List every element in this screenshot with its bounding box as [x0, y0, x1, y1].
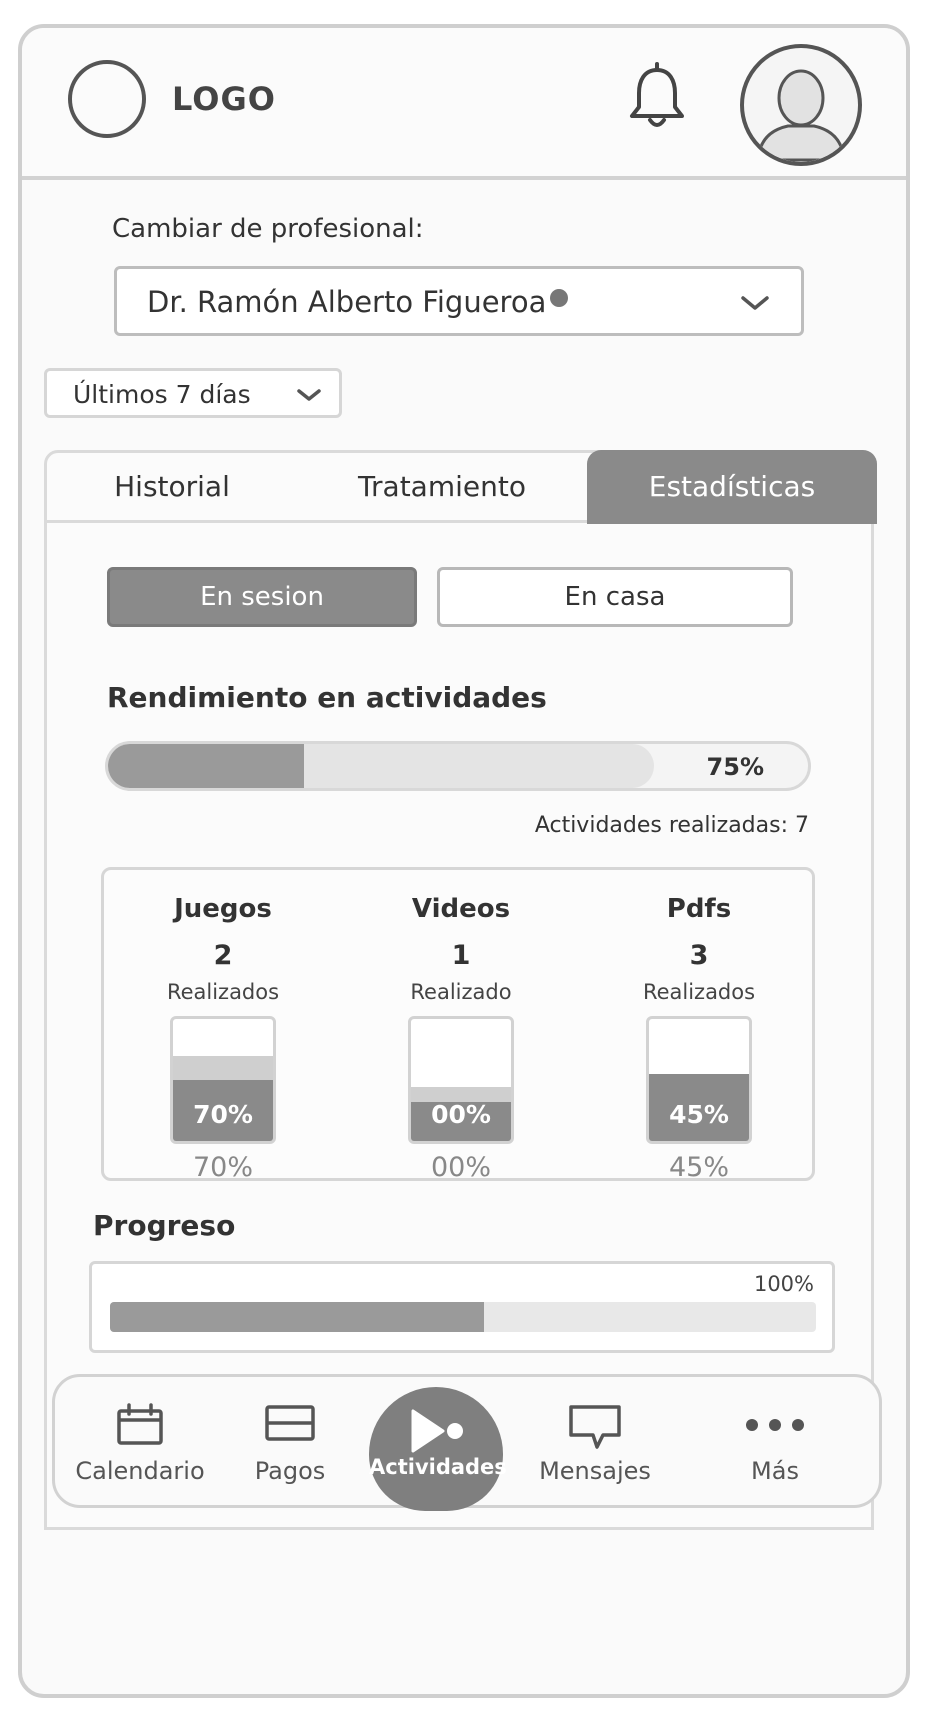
category-name: Juegos: [174, 894, 272, 924]
nav-label: Mensajes: [539, 1457, 651, 1485]
chevron-down-icon: [295, 383, 323, 407]
nav-label: Actividades: [369, 1455, 507, 1479]
user-avatar-icon: [744, 48, 858, 162]
tab-tratamiento[interactable]: Tratamiento: [358, 470, 526, 503]
professional-value-wrap: [147, 285, 568, 319]
categories-box: [101, 867, 815, 1181]
category-sub: Realizados: [642, 980, 756, 1004]
category-gauge: [170, 1016, 276, 1144]
nav-mensajes[interactable]: [515, 1377, 675, 1505]
tab-bar: [47, 453, 871, 523]
nav-actividades[interactable]: [369, 1387, 507, 1511]
category-videos[interactable]: [342, 870, 580, 1183]
gauge-percent: 70%: [193, 1100, 253, 1129]
category-count: 3: [689, 940, 709, 971]
bottom-nav: [52, 1374, 882, 1508]
progress-box: [89, 1261, 835, 1353]
professional-select[interactable]: [114, 266, 804, 336]
en-sesion-button[interactable]: En sesion: [107, 567, 417, 627]
category-name: Pdfs: [666, 894, 732, 924]
progress-track: [110, 1302, 816, 1332]
bell-icon[interactable]: [626, 62, 688, 134]
nav-label: Pagos: [254, 1457, 326, 1485]
period-value: Últimos 7 días: [73, 380, 251, 409]
progress-title: Progreso: [93, 1209, 236, 1242]
performance-percent: 75%: [706, 753, 764, 781]
chevron-down-icon: [739, 289, 771, 317]
user-avatar[interactable]: [740, 44, 862, 166]
message-icon: [567, 1403, 623, 1451]
tab-historial[interactable]: Historial: [114, 470, 230, 503]
progress-fill: [110, 1302, 484, 1332]
gauge-percent: 45%: [669, 1100, 729, 1129]
tabs-panel: [44, 450, 874, 1530]
card-icon: [264, 1403, 316, 1443]
more-icon: [744, 1415, 806, 1435]
progress-percent: 100%: [753, 1272, 814, 1296]
activities-done-label: Actividades realizadas: 7: [534, 813, 809, 838]
category-percent: 70%: [192, 1152, 253, 1183]
nav-label: Calendario: [75, 1457, 205, 1485]
performance-title: Rendimiento en actividades: [107, 681, 547, 714]
nav-pagos[interactable]: [215, 1377, 365, 1505]
play-icon: [405, 1407, 469, 1455]
performance-bar-fill: [108, 744, 304, 788]
category-pdfs[interactable]: [580, 870, 818, 1183]
gauge-percent: 00%: [431, 1100, 491, 1129]
calendar-icon: [115, 1403, 165, 1447]
category-count: 2: [213, 940, 233, 971]
professional-value: Dr. Ramón Alberto Figueroa: [147, 285, 547, 319]
category-percent: 00%: [430, 1152, 491, 1183]
category-sub: Realizados: [166, 980, 280, 1004]
category-gauge: [408, 1016, 514, 1144]
app-header: [22, 28, 906, 180]
period-select[interactable]: [44, 368, 342, 418]
tab-estadisticas[interactable]: Estadísticas: [587, 450, 877, 524]
logo-text: LOGO: [172, 80, 276, 118]
status-dot: [550, 289, 568, 307]
logo-icon: [68, 60, 146, 138]
en-casa-button[interactable]: En casa: [437, 567, 793, 627]
performance-bar: [105, 741, 811, 791]
phone-frame: [18, 24, 910, 1698]
nav-label: Más: [751, 1457, 799, 1485]
nav-calendario[interactable]: [65, 1377, 215, 1505]
category-sub: Realizado: [410, 980, 512, 1004]
category-percent: 45%: [668, 1152, 729, 1183]
change-professional-label: Cambiar de profesional:: [112, 214, 424, 244]
nav-mas[interactable]: [675, 1377, 875, 1505]
category-name: Videos: [411, 894, 511, 924]
category-gauge: [646, 1016, 752, 1144]
category-count: 1: [451, 940, 471, 971]
category-juegos[interactable]: [104, 870, 342, 1183]
